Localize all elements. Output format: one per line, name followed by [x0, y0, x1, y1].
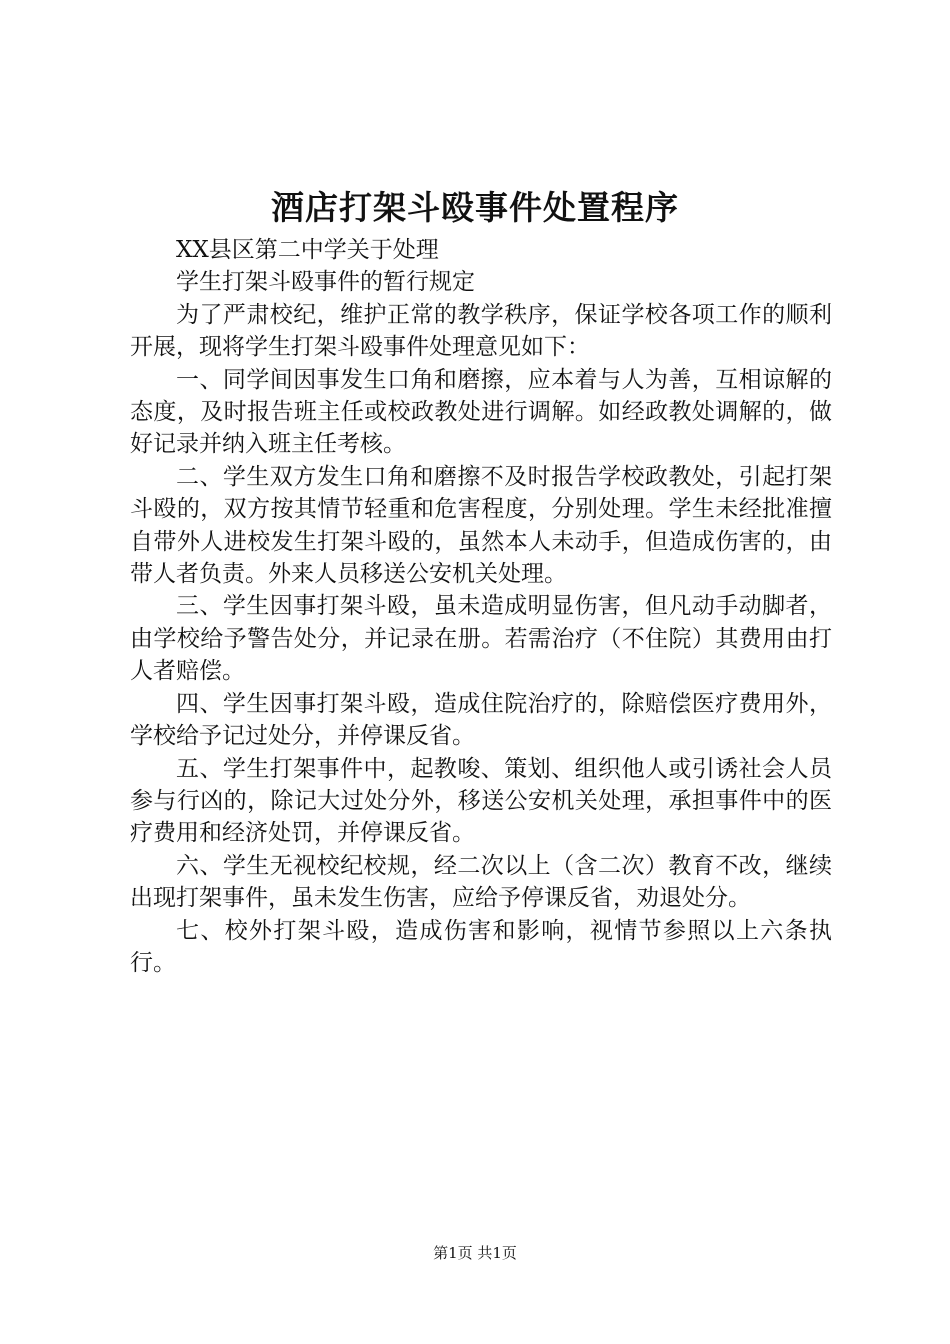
page-footer: 第1页 共1页 — [433, 1244, 517, 1262]
paragraph-item-1: 一、同学间因事发生口角和磨擦，应本着与人为善，互相谅解的态度，及时报告班主任或校政教处进行调解。如经政教处调解的，做好记录并纳入班主任考核。 — [130, 366, 832, 458]
document-body — [130, 234, 832, 979]
document-title: 酒店打架斗殴事件处置程序 — [271, 188, 679, 227]
paragraph-heading-2: 学生打架斗殴事件的暂行规定 — [176, 269, 475, 296]
paragraph-item-2: 二、学生双方发生口角和磨擦不及时报告学校政教处，引起打架斗殴的，双方按其情节轻重和危害程度，分别处理。学生未经批准擅自带外人进校发生打架斗殴的，虽然本人未动手，但造成伤害的，由带人者负责。外来人员移送公安机关处理。 — [130, 463, 832, 588]
paragraph-item-5: 五、学生打架事件中，起教唆、策划、组织他人或引诱社会人员参与行凶的，除记大过处分外，移送公安机关处理，承担事件中的医疗费用和经济处罚，并停课反省。 — [130, 755, 832, 847]
paragraph-heading-1: XX县区第二中学关于处理 — [176, 237, 439, 263]
paragraph-item-3: 三、学生因事打架斗殴，虽未造成明显伤害，但凡动手动脚者，由学校给予警告处分，并记录在册。若需治疗（不住院）其费用由打人者赔偿。 — [130, 593, 832, 685]
paragraph-intro: 为了严肃校纪，维护正常的教学秩序，保证学校各项工作的顺利开展，现将学生打架斗殴事件处理意见如下： — [130, 301, 832, 361]
paragraph-item-7: 七、校外打架斗殴，造成伤害和影响，视情节参照以上六条执行。 — [130, 917, 832, 976]
paragraph-item-4: 四、学生因事打架斗殴，造成住院治疗的，除赔偿医疗费用外，学校给予记过处分，并停课反省。 — [130, 690, 832, 750]
paragraph-item-6: 六、学生无视校纪校规，经二次以上（含二次）教育不改，继续出现打架事件，虽未发生伤害，应给予停课反省，劝退处分。 — [130, 852, 832, 912]
